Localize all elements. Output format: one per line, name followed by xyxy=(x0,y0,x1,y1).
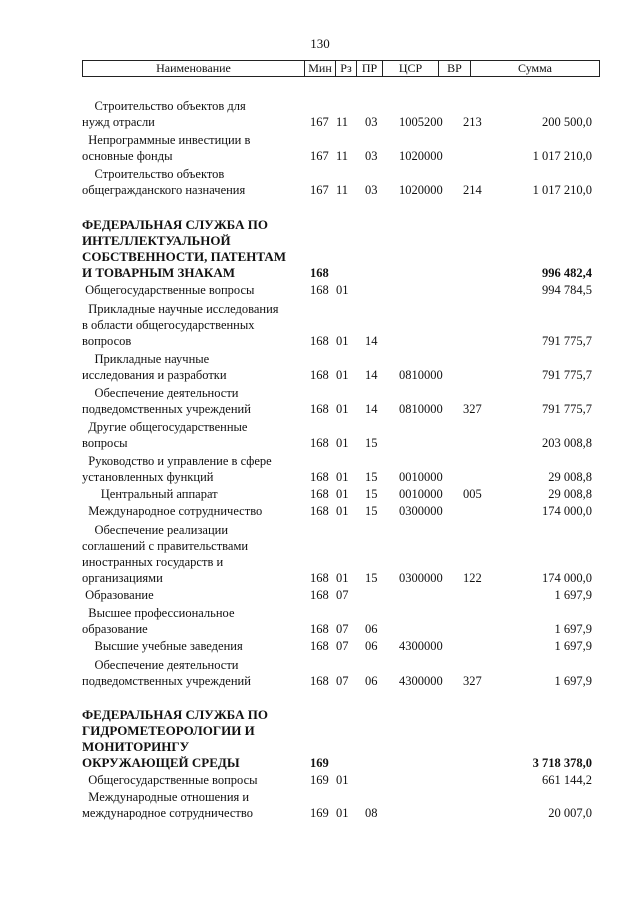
row-min: 167 xyxy=(310,115,329,129)
table-row xyxy=(0,132,640,164)
row-csr: 4300000 xyxy=(399,639,443,653)
row-name-line: иностранных государств и xyxy=(82,555,224,569)
row-pr: 15 xyxy=(365,470,378,484)
row-min: 168 xyxy=(310,487,329,501)
row-csr: 1020000 xyxy=(399,149,443,163)
row-sum: 994 784,5 xyxy=(542,283,592,297)
row-name xyxy=(82,351,302,383)
row-name xyxy=(82,282,302,298)
row-name xyxy=(82,419,302,451)
row-rz: 11 xyxy=(336,115,349,129)
row-sum: 174 000,0 xyxy=(542,504,592,518)
row-min: 167 xyxy=(310,149,329,163)
row-rz: 01 xyxy=(336,504,349,518)
table-row xyxy=(0,166,640,198)
row-name xyxy=(82,638,302,654)
row-pr: 06 xyxy=(365,674,378,688)
row-name xyxy=(82,301,302,349)
table-row xyxy=(0,657,640,689)
row-name xyxy=(82,707,302,771)
row-name xyxy=(82,772,302,788)
row-csr: 0300000 xyxy=(399,571,443,585)
table-row xyxy=(0,419,640,451)
row-name-line: организациями xyxy=(82,571,163,585)
row-name-line: Строительство объектов для xyxy=(82,99,246,113)
row-name xyxy=(82,132,302,164)
table-row xyxy=(0,789,640,821)
row-pr: 15 xyxy=(365,571,378,585)
row-vr: 327 xyxy=(463,402,482,416)
header-vr: ВР xyxy=(439,61,471,76)
row-name-line: Международные отношения и xyxy=(82,790,250,804)
table-row xyxy=(0,486,640,502)
table-row xyxy=(0,638,640,654)
row-pr: 15 xyxy=(365,487,378,501)
row-sum: 1 017 210,0 xyxy=(532,149,592,163)
table-row xyxy=(0,605,640,637)
row-name-line: вопросы xyxy=(82,436,128,450)
row-sum: 791 775,7 xyxy=(542,334,592,348)
header-min: Мин xyxy=(305,61,336,76)
row-name-line: Строительство объектов xyxy=(82,167,225,181)
row-min: 169 xyxy=(310,756,329,770)
row-name-line: основные фонды xyxy=(82,149,173,163)
row-pr: 03 xyxy=(365,149,378,163)
table-row xyxy=(0,351,640,383)
row-name-line: И ТОВАРНЫМ ЗНАКАМ xyxy=(82,265,235,280)
table-row xyxy=(0,98,640,130)
row-pr: 15 xyxy=(365,436,378,450)
row-sum: 29 008,8 xyxy=(548,487,592,501)
table-row xyxy=(0,282,640,298)
row-name-line: Обеспечение деятельности xyxy=(82,386,239,400)
row-min: 167 xyxy=(310,183,329,197)
row-name-line: подведомственных учреждений xyxy=(82,674,251,688)
table-row xyxy=(0,772,640,788)
row-sum: 996 482,4 xyxy=(542,266,592,280)
row-pr: 08 xyxy=(365,806,378,820)
row-sum: 1 697,9 xyxy=(554,588,592,602)
row-min: 168 xyxy=(310,674,329,688)
row-name xyxy=(82,605,302,637)
row-name-line: исследования и разработки xyxy=(82,368,227,382)
table-row xyxy=(0,503,640,519)
row-rz: 01 xyxy=(336,773,349,787)
row-name-line: Общегосударственные вопросы xyxy=(82,283,255,297)
row-name-line: подведомственных учреждений xyxy=(82,402,251,416)
row-name-line: Высшее профессиональное xyxy=(82,606,235,620)
row-name-line: вопросов xyxy=(82,334,132,348)
row-pr: 03 xyxy=(365,115,378,129)
row-rz: 01 xyxy=(336,571,349,585)
table-row xyxy=(0,385,640,417)
row-csr: 0010000 xyxy=(399,470,443,484)
row-vr: 214 xyxy=(463,183,482,197)
table-row xyxy=(0,301,640,349)
row-sum: 661 144,2 xyxy=(542,773,592,787)
row-name-line: нужд отрасли xyxy=(82,115,155,129)
row-sum: 200 500,0 xyxy=(542,115,592,129)
row-rz: 01 xyxy=(336,283,349,297)
row-pr: 06 xyxy=(365,622,378,636)
row-csr: 4300000 xyxy=(399,674,443,688)
row-pr: 14 xyxy=(365,334,378,348)
header-pr: ПР xyxy=(357,61,383,76)
page-number: 130 xyxy=(310,36,330,51)
row-name-line: СОБСТВЕННОСТИ, ПАТЕНТАМ xyxy=(82,249,287,264)
row-sum: 20 007,0 xyxy=(548,806,592,820)
table-row xyxy=(0,587,640,603)
row-name-line: Прикладные научные xyxy=(82,352,210,366)
row-name-line: Обеспечение деятельности xyxy=(82,658,239,672)
row-name-line: ИНТЕЛЛЕКТУАЛЬНОЙ xyxy=(82,233,231,248)
row-pr: 03 xyxy=(365,183,378,197)
row-rz: 07 xyxy=(336,639,349,653)
row-rz: 01 xyxy=(336,487,349,501)
row-name-line: Другие общегосударственные xyxy=(82,420,248,434)
row-name-line: в области общегосударственных xyxy=(82,318,255,332)
row-pr: 14 xyxy=(365,368,378,382)
row-name-line: Международное сотрудничество xyxy=(82,504,263,518)
row-min: 168 xyxy=(310,639,329,653)
row-rz: 07 xyxy=(336,674,349,688)
table-row xyxy=(0,522,640,586)
row-name xyxy=(82,486,302,502)
row-rz: 01 xyxy=(336,402,349,416)
row-vr: 122 xyxy=(463,571,482,585)
table-row xyxy=(0,453,640,485)
row-name xyxy=(82,98,302,130)
row-min: 168 xyxy=(310,368,329,382)
header-csr: ЦСР xyxy=(383,61,439,76)
row-sum: 1 697,9 xyxy=(554,639,592,653)
row-csr: 0810000 xyxy=(399,368,443,382)
row-vr: 213 xyxy=(463,115,482,129)
row-csr: 0810000 xyxy=(399,402,443,416)
row-name-line: Непрограммные инвестиции в xyxy=(82,133,251,147)
row-name-line: ФЕДЕРАЛЬНАЯ СЛУЖБА ПО xyxy=(82,217,268,232)
row-name-line: соглашений с правительствами xyxy=(82,539,249,553)
row-name xyxy=(82,789,302,821)
row-min: 169 xyxy=(310,773,329,787)
row-sum: 174 000,0 xyxy=(542,571,592,585)
table-header xyxy=(82,60,600,77)
row-min: 168 xyxy=(310,402,329,416)
row-rz: 07 xyxy=(336,622,349,636)
row-name-line: Образование xyxy=(82,588,154,602)
row-sum: 29 008,8 xyxy=(548,470,592,484)
row-name-line: образование xyxy=(82,622,148,636)
row-sum: 1 017 210,0 xyxy=(532,183,592,197)
row-name-line: ОКРУЖАЮЩЕЙ СРЕДЫ xyxy=(82,755,240,770)
row-name-line: МОНИТОРИНГУ xyxy=(82,739,190,754)
row-min: 168 xyxy=(310,571,329,585)
row-sum: 1 697,9 xyxy=(554,622,592,636)
row-name-line: Центральный аппарат xyxy=(82,487,218,501)
row-pr: 06 xyxy=(365,639,378,653)
row-name xyxy=(82,587,302,603)
row-name xyxy=(82,453,302,485)
row-name-line: ГИДРОМЕТЕОРОЛОГИИ И xyxy=(82,723,255,738)
row-pr: 15 xyxy=(365,504,378,518)
row-name-line: Прикладные научные исследования xyxy=(82,302,279,316)
row-min: 168 xyxy=(310,436,329,450)
row-csr: 0300000 xyxy=(399,504,443,518)
header-sum: Сумма xyxy=(518,61,552,75)
row-csr: 1005200 xyxy=(399,115,443,129)
row-name xyxy=(82,385,302,417)
row-min: 168 xyxy=(310,266,329,280)
row-min: 168 xyxy=(310,504,329,518)
row-name-line: установленных функций xyxy=(82,470,214,484)
row-min: 168 xyxy=(310,334,329,348)
row-name xyxy=(82,522,302,586)
row-pr: 14 xyxy=(365,402,378,416)
row-rz: 01 xyxy=(336,334,349,348)
row-sum: 203 008,8 xyxy=(542,436,592,450)
header-name: Наименование xyxy=(83,61,305,76)
row-min: 168 xyxy=(310,622,329,636)
row-sum: 3 718 378,0 xyxy=(532,756,592,770)
row-sum: 1 697,9 xyxy=(554,674,592,688)
row-vr: 005 xyxy=(463,487,482,501)
row-rz: 01 xyxy=(336,806,349,820)
row-name xyxy=(82,166,302,198)
table-row xyxy=(0,707,640,771)
row-rz: 01 xyxy=(336,436,349,450)
row-rz: 01 xyxy=(336,368,349,382)
row-name xyxy=(82,503,302,519)
row-name-line: Общегосударственные вопросы xyxy=(82,773,258,787)
row-name-line: Обеспечение реализации xyxy=(82,523,229,537)
header-rz: Рз xyxy=(336,61,357,76)
row-rz: 11 xyxy=(336,183,349,197)
row-sum: 791 775,7 xyxy=(542,368,592,382)
row-min: 168 xyxy=(310,283,329,297)
table-row xyxy=(0,217,640,281)
row-csr: 0010000 xyxy=(399,487,443,501)
row-csr: 1020000 xyxy=(399,183,443,197)
row-name-line: Руководство и управление в сфере xyxy=(82,454,272,468)
row-vr: 327 xyxy=(463,674,482,688)
row-name-line: общегражданского назначения xyxy=(82,183,246,197)
row-name xyxy=(82,657,302,689)
row-name-line: Высшие учебные заведения xyxy=(82,639,243,653)
row-sum: 791 775,7 xyxy=(542,402,592,416)
row-rz: 01 xyxy=(336,470,349,484)
row-min: 169 xyxy=(310,806,329,820)
row-min: 168 xyxy=(310,588,329,602)
row-name-line: международное сотрудничество xyxy=(82,806,253,820)
row-name xyxy=(82,217,302,281)
row-min: 168 xyxy=(310,470,329,484)
row-name-line: ФЕДЕРАЛЬНАЯ СЛУЖБА ПО xyxy=(82,707,268,722)
row-rz: 11 xyxy=(336,149,349,163)
row-rz: 07 xyxy=(336,588,349,602)
